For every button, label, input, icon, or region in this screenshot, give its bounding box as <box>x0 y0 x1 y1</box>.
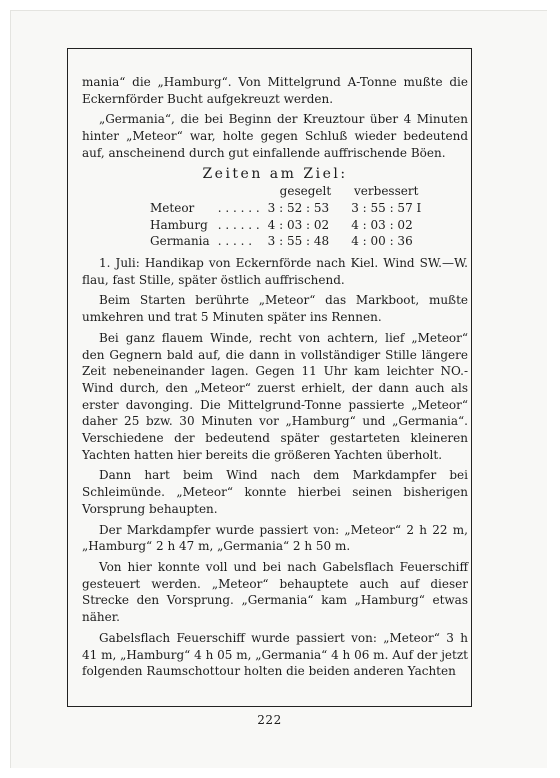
table-row <box>146 233 425 250</box>
leader-dots: . . . . . . <box>217 217 260 232</box>
yacht-name: Hamburg <box>150 217 208 232</box>
sailed-time: 4 : 03 : 02 <box>267 217 330 232</box>
leader-dots: . . . . . <box>217 234 253 249</box>
yacht-name: Germania <box>150 234 210 249</box>
paragraph: mania“ die „Hamburg“. Von Mittelgrund A-Tonne mußte die Eckernförder Bucht aufgekreuzt werden. <box>82 75 468 106</box>
table-row <box>146 200 425 217</box>
table-row <box>146 217 425 234</box>
corrected-time: 4 : 00 : 36 <box>351 234 413 249</box>
corrected-time: 4 : 03 : 02 <box>351 217 413 232</box>
paragraph: Beim Starten berührte „Meteor“ das Markboot, mußte umkehren und trat 5 Minuten später ins Rennen. <box>82 293 468 325</box>
paragraph: Von hier konnte voll und bei nach Gabelsflach Feuerschiff gesteuert werden. „Meteor“ behauptete auch auf dieser Strecke den Vorsprung. „Germania“ kam „Hamburg“ etwas näher. <box>82 559 468 625</box>
sailed-time: 3 : 55 : 48 <box>267 234 330 249</box>
paragraph: Der Markdampfer wurde passiert von: „Meteor“ 2 h 22 m, „Hamburg“ 2 h 47 m, „Germania“ 2 h 50 m. <box>82 522 468 554</box>
corrected-time: 3 : 55 : 57 I <box>351 200 422 215</box>
sailed-time: 3 : 52 : 53 <box>267 200 330 215</box>
paragraph: „Germania“, die bei Beginn der Kreuztour über 4 Minuten hinter „Meteor“ war, holte gegen Schluß wieder bedeutend auf, anscheinend durch gut einfallende auffrischende Böen. <box>82 112 468 160</box>
column-header-corrected: verbessert <box>354 184 419 199</box>
yacht-name: Meteor <box>150 200 195 215</box>
page-number: 222 <box>257 713 282 727</box>
paragraph: Gabelsflach Feuerschiff wurde passiert von: „Meteor“ 3 h 41 m, „Hamburg“ 4 h 05 m, „Germania“ 4 h 06 m. Auf der jetzt folgenden Raumschottour holten die beiden anderen Yachten <box>82 630 468 679</box>
table-header-row <box>146 183 425 200</box>
leader-dots: . . . . . . <box>217 200 260 215</box>
column-header-sailed: gesegelt <box>279 184 332 199</box>
paragraph: Dann hart beim Wind nach dem Markdampfer bei Schleimünde. „Meteor“ konnte hierbei seinen bisherigen Vorsprung behaupten. <box>82 468 468 516</box>
paragraph: Bei ganz flauem Winde, recht von achtern, lief „Meteor“ den Gegnern bald auf, die dann in vollständiger Stille längere Zeit nebeneinander lagen. Gegen 11 Uhr kam leichter NO.-Wind durch, den „Meteor“ zuerst erhielt, der dann auch als erster davonging. Die Mittelgrund-Tonne passierte „Meteor“ daher 25 bzw. 30 Minuten vor „Hamburg“ und „Germania“. Verschiedene der bedeutend später gestarteten kleineren Yachten hatten hier bereits die größeren Yachten überholt. <box>82 330 468 462</box>
paragraph: 1. Juli: Handikap von Eckernförde nach Kiel. Wind SW.—W. flau, fast Stille, später östlich auffrischend. <box>82 256 468 287</box>
finish-times-heading: Zeiten am Ziel: <box>202 165 348 182</box>
page-text-body <box>82 74 468 684</box>
finish-times-table <box>146 183 425 250</box>
finish-times-block <box>82 166 468 251</box>
